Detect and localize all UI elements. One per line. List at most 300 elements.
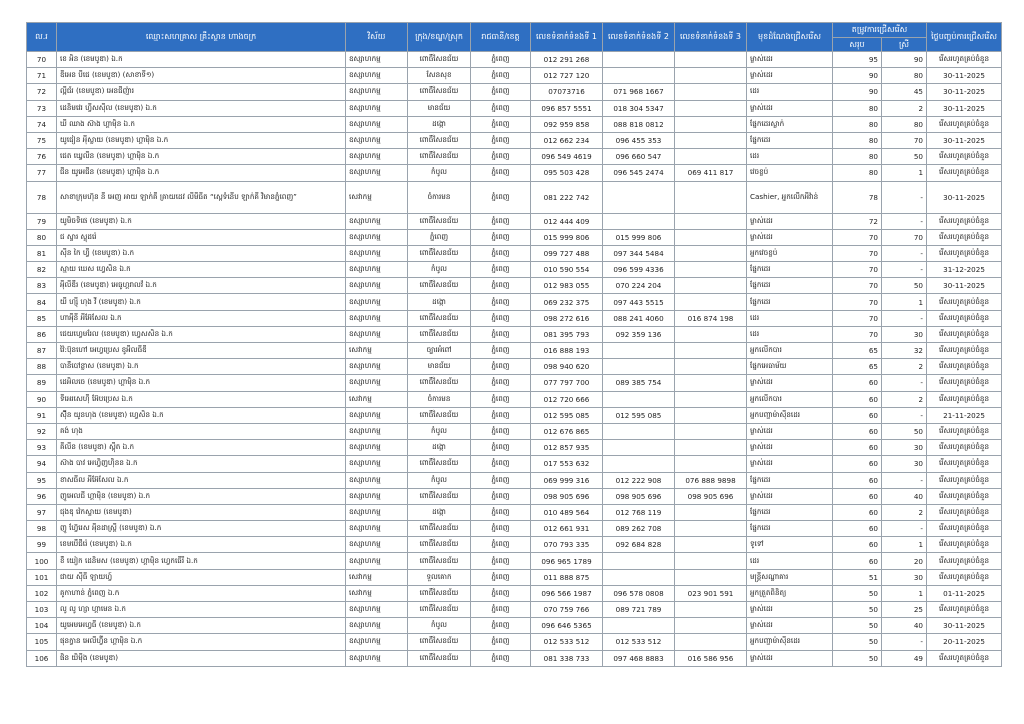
cell-sector: ឧស្សាហកម្ម	[346, 229, 408, 245]
cell-total: 50	[833, 602, 882, 618]
cell-phone1: 099 727 488	[531, 245, 603, 261]
table-row	[27, 553, 1002, 569]
cell-no: 96	[27, 488, 57, 504]
cell-phone2: 096 660 547	[603, 149, 675, 165]
table-row	[27, 391, 1002, 407]
cell-district: ពោធិ៍សែនជ័យ	[408, 456, 471, 472]
cell-no: 101	[27, 569, 57, 585]
cell-district: មានជ័យ	[408, 100, 471, 116]
cell-phone1: 017 553 632	[531, 456, 603, 472]
cell-province: ភ្នំពេញ	[471, 569, 531, 585]
cell-company: ជាយ ស៊ីធី ឡាយហ្វ៍	[57, 569, 346, 585]
cell-company: ល្អីជ័រ (ខេមបូឌា) អេនជីញ៉ារ	[57, 84, 346, 100]
cell-phone2: 088 818 0812	[603, 116, 675, 132]
cell-phone3: 098 905 696	[675, 488, 747, 504]
cell-deadline: រើសរហូតគ្រប់ចំនួន	[927, 521, 1002, 537]
table-row	[27, 149, 1002, 165]
cell-deadline: រើសរហូតគ្រប់ចំនួន	[927, 650, 1002, 666]
cell-province: ភ្នំពេញ	[471, 294, 531, 310]
cell-total: 70	[833, 310, 882, 326]
cell-company: ដេអិលចេ (ខេមបូឌា) ហ្គាម៉ិន ឯ.ក	[57, 375, 346, 391]
cell-female: -	[882, 634, 927, 650]
cell-position: ផ្នែកដេរ	[747, 262, 833, 278]
cell-position: អ្នកវេចខ្ចប់	[747, 245, 833, 261]
table-row	[27, 504, 1002, 520]
cell-district: ចំការមន	[408, 391, 471, 407]
table-row	[27, 165, 1002, 181]
cell-district: កំបូល	[408, 165, 471, 181]
cell-province: ភ្នំពេញ	[471, 602, 531, 618]
cell-phone3	[675, 149, 747, 165]
cell-female: 30	[882, 456, 927, 472]
cell-phone3	[675, 423, 747, 439]
cell-phone2: 097 468 8883	[603, 650, 675, 666]
cell-position: អ្នកបញ្ជាម៉ាស៊ីនដេរ	[747, 634, 833, 650]
cell-company: ខេ អិន (ខេមបូឌា) ឯ.ក	[57, 52, 346, 68]
cell-total: 70	[833, 262, 882, 278]
cell-phone1: 012 720 666	[531, 391, 603, 407]
cell-deadline: រើសរហូតគ្រប់ចំនួន	[927, 456, 1002, 472]
cell-no: 100	[27, 553, 57, 569]
cell-phone1: 012 595 085	[531, 407, 603, 423]
cell-phone3	[675, 229, 747, 245]
cell-district: ពោធិ៍សែនជ័យ	[408, 245, 471, 261]
cell-deadline: រើសរហូតគ្រប់ចំនួន	[927, 504, 1002, 520]
cell-company: ហាអុីនី អីអ៊ែសែល ឯ.ក	[57, 310, 346, 326]
cell-phone2: 012 222 908	[603, 472, 675, 488]
cell-phone3	[675, 326, 747, 342]
cell-no: 86	[27, 326, 57, 342]
cell-company: ស៊ីន កៃ ហ្វី (ខេមបូឌា) ឯ.ក	[57, 245, 346, 261]
cell-deadline: រើសរហូតគ្រប់ចំនួន	[927, 423, 1002, 439]
cell-company: ជ ស្ទារ ស្ទុដរ៉េ	[57, 229, 346, 245]
cell-phone1: 077 797 700	[531, 375, 603, 391]
cell-sector: ឧស្សាហកម្ម	[346, 504, 408, 520]
table-row	[27, 423, 1002, 439]
cell-phone3	[675, 84, 747, 100]
cell-sector: សេវាកម្ម	[346, 569, 408, 585]
cell-company: ស្មាយ ឃេស ហ្វេសិន ឯ.ក	[57, 262, 346, 278]
cell-no: 104	[27, 618, 57, 634]
cell-province: ភ្នំពេញ	[471, 100, 531, 116]
cell-province: ភ្នំពេញ	[471, 553, 531, 569]
cell-deadline: រើសរហូតគ្រប់ចំនួន	[927, 326, 1002, 342]
cell-position: ដេរ	[747, 84, 833, 100]
table-row	[27, 602, 1002, 618]
cell-female: 2	[882, 391, 927, 407]
cell-district: ដង្កោ	[408, 504, 471, 520]
cell-position: ផ្នែកដេរ	[747, 472, 833, 488]
cell-female: 80	[882, 116, 927, 132]
cell-district: ដង្កោ	[408, 116, 471, 132]
table-row	[27, 375, 1002, 391]
cell-district: ដង្កោ	[408, 440, 471, 456]
cell-phone2: 089 385 754	[603, 375, 675, 391]
cell-phone1: 081 338 733	[531, 650, 603, 666]
cell-phone2	[603, 553, 675, 569]
cell-position: ទូទៅ	[747, 537, 833, 553]
cell-district: ពោធិ៍សែនជ័យ	[408, 537, 471, 553]
cell-total: 50	[833, 650, 882, 666]
cell-female: 2	[882, 359, 927, 375]
cell-phone1: 012 676 865	[531, 423, 603, 439]
table-row	[27, 294, 1002, 310]
cell-sector: ឧស្សាហកម្ម	[346, 278, 408, 294]
cell-phone2: 092 359 136	[603, 326, 675, 342]
cell-total: 60	[833, 440, 882, 456]
cell-no: 105	[27, 634, 57, 650]
cell-sector: ឧស្សាហកម្ម	[346, 213, 408, 229]
cell-phone1: 069 999 316	[531, 472, 603, 488]
cell-company: សាខាក្រុមហ៊ុន នី អេញ អាយ ឡាក់គី គ្រាយដេវ លីមីធីត “ស្ពេទំនើប ឡាក់គី វិមានភ្នំពេញ”	[57, 181, 346, 213]
cell-phone2	[603, 52, 675, 68]
cell-phone3	[675, 553, 747, 569]
cell-province: ភ្នំពេញ	[471, 343, 531, 359]
cell-phone2: 097 344 5484	[603, 245, 675, 261]
cell-no: 75	[27, 132, 57, 148]
col-header-phone1: លេខទំនាក់ទំនងទី 1	[531, 23, 603, 52]
cell-female: 32	[882, 343, 927, 359]
cell-sector: សេវាកម្ម	[346, 585, 408, 601]
cell-district: ទួលគោក	[408, 569, 471, 585]
cell-phone2: 071 968 1667	[603, 84, 675, 100]
cell-deadline: រើសរហូតគ្រប់ចំនួន	[927, 375, 1002, 391]
cell-phone1: 011 888 875	[531, 569, 603, 585]
cell-female: 25	[882, 602, 927, 618]
cell-company: គីលីន (ខេមបូឌា) ស្ពុីត ឯ.ក	[57, 440, 346, 456]
cell-phone3	[675, 52, 747, 68]
cell-sector: ឧស្សាហកម្ម	[346, 100, 408, 116]
cell-district: ពោធិ៍សែនជ័យ	[408, 650, 471, 666]
cell-company: ជេត ឃ្វេលីន (ខេមបូឌា) ហ្គាម៉ិន ឯ.ក	[57, 149, 346, 165]
cell-phone1: 092 959 858	[531, 116, 603, 132]
cell-phone1: 096 965 1789	[531, 553, 603, 569]
cell-province: ភ្នំពេញ	[471, 181, 531, 213]
cell-province: ភ្នំពេញ	[471, 472, 531, 488]
cell-phone3	[675, 132, 747, 148]
cell-deadline: រើសរហូតគ្រប់ចំនួន	[927, 602, 1002, 618]
cell-position: វេចខ្ចប់	[747, 165, 833, 181]
cell-phone3	[675, 456, 747, 472]
cell-no: 79	[27, 213, 57, 229]
table-row	[27, 634, 1002, 650]
job-listing-page	[26, 22, 1001, 667]
cell-sector: ឧស្សាហកម្ម	[346, 294, 408, 310]
cell-province: ភ្នំពេញ	[471, 391, 531, 407]
cell-province: ភ្នំពេញ	[471, 440, 531, 456]
cell-female: 30	[882, 569, 927, 585]
table-row	[27, 537, 1002, 553]
cell-female: -	[882, 521, 927, 537]
cell-position: ម្ចាស់ដេរ	[747, 68, 833, 84]
cell-sector: ឧស្សាហកម្ម	[346, 488, 408, 504]
cell-phone1: 012 533 512	[531, 634, 603, 650]
cell-deadline: 01-11-2025	[927, 585, 1002, 601]
cell-company: យូជៀន អុីស្លាយ (ខេមបូឌា) ហ្គាម៉ិន ឯ.ក	[57, 132, 346, 148]
table-row	[27, 407, 1002, 423]
cell-female: 2	[882, 504, 927, 520]
table-row	[27, 359, 1002, 375]
cell-district: កំបូល	[408, 472, 471, 488]
cell-no: 90	[27, 391, 57, 407]
cell-company: បានឺបៅន្លាស (ខេមបូឌា) ឯ.ក	[57, 359, 346, 375]
cell-phone2	[603, 391, 675, 407]
cell-deadline: រើសរហូតគ្រប់ចំនួន	[927, 553, 1002, 569]
cell-phone3	[675, 537, 747, 553]
cell-district: ពោធិ៍សែនជ័យ	[408, 326, 471, 342]
cell-phone3	[675, 245, 747, 261]
cell-sector: ឧស្សាហកម្ម	[346, 116, 408, 132]
cell-phone1: 07073716	[531, 84, 603, 100]
cell-phone2: 012 533 512	[603, 634, 675, 650]
cell-no: 102	[27, 585, 57, 601]
table-row	[27, 650, 1002, 666]
cell-no: 95	[27, 472, 57, 488]
cell-deadline: 21-11-2025	[927, 407, 1002, 423]
cell-total: 60	[833, 553, 882, 569]
cell-female: 2	[882, 100, 927, 116]
cell-phone3	[675, 262, 747, 278]
cell-company: ជេយហ្វេមរែល (ខេមបូឌា) ហ្វេសសិន ឯ.ក	[57, 326, 346, 342]
cell-phone1: 012 444 409	[531, 213, 603, 229]
cell-company: អុីលីឌឺរ (ខេមបូឌា) អេធូហ្គរាលវ័ ឯ.ក	[57, 278, 346, 294]
cell-position: អ្នកត្រួតពិនិត្យ	[747, 585, 833, 601]
cell-province: ភ្នំពេញ	[471, 52, 531, 68]
cell-deadline: 30-11-2025	[927, 278, 1002, 294]
cell-phone3	[675, 440, 747, 456]
cell-female: 70	[882, 132, 927, 148]
cell-company: ផិន យិមុីង (ខេមបូឌា)	[57, 650, 346, 666]
table-row	[27, 245, 1002, 261]
cell-sector: ឧស្សាហកម្ម	[346, 440, 408, 456]
cell-company: ខឺ យៀក ដេនិមស (ខេមបូឌា) ហ្គាម៉ិន ហ្វេកធើរី ឯ.ក	[57, 553, 346, 569]
cell-company: ញូអេលជី ហ្គាម៉ិន (ខេមបូឌា) ឯ.ក	[57, 488, 346, 504]
col-header-total: សរុប	[833, 38, 882, 52]
cell-province: ភ្នំពេញ	[471, 278, 531, 294]
cell-total: 60	[833, 423, 882, 439]
cell-deadline: រើសរហូតគ្រប់ចំនួន	[927, 149, 1002, 165]
cell-phone3	[675, 213, 747, 229]
cell-total: 60	[833, 521, 882, 537]
cell-phone2: 092 684 828	[603, 537, 675, 553]
cell-total: 51	[833, 569, 882, 585]
cell-company: ឌីអេន បីជេ (ខេមបូឌា) (សាខាទី១)	[57, 68, 346, 84]
cell-province: ភ្នំពេញ	[471, 375, 531, 391]
cell-phone3	[675, 569, 747, 585]
cell-company: ខាសធីល អីអ៊ែសែល ឯ.ក	[57, 472, 346, 488]
cell-province: ភ្នំពេញ	[471, 359, 531, 375]
cell-sector: ឧស្សាហកម្ម	[346, 52, 408, 68]
cell-total: 90	[833, 68, 882, 84]
table-row	[27, 585, 1002, 601]
cell-deadline: 30-11-2025	[927, 84, 1002, 100]
table-row	[27, 310, 1002, 326]
table-row	[27, 488, 1002, 504]
cell-district: កំបូល	[408, 262, 471, 278]
cell-phone1: 096 857 5551	[531, 100, 603, 116]
table-row	[27, 132, 1002, 148]
cell-phone3	[675, 504, 747, 520]
cell-position: ម្ចាស់ដេរ	[747, 456, 833, 472]
cell-total: 78	[833, 181, 882, 213]
cell-province: ភ្នំពេញ	[471, 423, 531, 439]
cell-deadline: 30-11-2025	[927, 132, 1002, 148]
cell-sector: សេវាកម្ម	[346, 343, 408, 359]
cell-total: 70	[833, 245, 882, 261]
cell-phone1: 069 232 375	[531, 294, 603, 310]
cell-position: ផ្នែកដេរ	[747, 521, 833, 537]
cell-district: ពោធិ៍សែនជ័យ	[408, 84, 471, 100]
cell-no: 74	[27, 116, 57, 132]
cell-district: ពោធិ៍សែនជ័យ	[408, 375, 471, 391]
cell-phone1: 095 503 428	[531, 165, 603, 181]
cell-deadline: រើសរហូតគ្រប់ចំនួន	[927, 294, 1002, 310]
cell-sector: ឧស្សាហកម្ម	[346, 407, 408, 423]
cell-sector: ឧស្សាហកម្ម	[346, 521, 408, 537]
cell-phone2	[603, 359, 675, 375]
table-row	[27, 52, 1002, 68]
cell-phone2	[603, 181, 675, 213]
cell-phone2: 070 224 204	[603, 278, 675, 294]
cell-phone3: 016 586 956	[675, 650, 747, 666]
table-row	[27, 213, 1002, 229]
cell-phone1: 016 888 193	[531, 343, 603, 359]
table-row	[27, 100, 1002, 116]
cell-phone1: 012 727 120	[531, 68, 603, 84]
cell-total: 60	[833, 504, 882, 520]
cell-position: មន្ត្រីសណ្ឋាគារ	[747, 569, 833, 585]
cell-district: ពោធិ៍សែនជ័យ	[408, 488, 471, 504]
cell-female: -	[882, 472, 927, 488]
cell-company: គង់ ហុង	[57, 423, 346, 439]
cell-deadline: រើសរហូតគ្រប់ចំនួន	[927, 165, 1002, 181]
cell-sector: ឧស្សាហកម្ម	[346, 602, 408, 618]
cell-phone2	[603, 569, 675, 585]
cell-phone3: 069 411 817	[675, 165, 747, 181]
cell-female: 1	[882, 165, 927, 181]
cell-company: ជីន យូអេជីន (ខេមបូឌា) ហ្គាម៉ិន ឯ.ក	[57, 165, 346, 181]
cell-sector: ឧស្សាហកម្ម	[346, 245, 408, 261]
cell-province: ភ្នំពេញ	[471, 585, 531, 601]
cell-company: យូមិចទិផេ (ខេមបូឌា) ឯ.ក	[57, 213, 346, 229]
cell-no: 84	[27, 294, 57, 310]
job-openings-table	[26, 22, 1002, 667]
cell-position: ម្ចាស់ដេរ	[747, 213, 833, 229]
cell-phone1: 098 905 696	[531, 488, 603, 504]
cell-phone3	[675, 343, 747, 359]
cell-district: ចំការមន	[408, 181, 471, 213]
col-header-no: ល.រ	[27, 23, 57, 52]
cell-female: 1	[882, 294, 927, 310]
cell-no: 89	[27, 375, 57, 391]
cell-position: ម្ចាស់ដេរ	[747, 602, 833, 618]
cell-district: ពោធិ៍សែនជ័យ	[408, 278, 471, 294]
cell-no: 81	[27, 245, 57, 261]
cell-female: -	[882, 213, 927, 229]
cell-sector: ឧស្សាហកម្ម	[346, 650, 408, 666]
cell-sector: ឧស្សាហកម្ម	[346, 618, 408, 634]
cell-phone3	[675, 116, 747, 132]
cell-province: ភ្នំពេញ	[471, 213, 531, 229]
cell-total: 80	[833, 165, 882, 181]
cell-phone3	[675, 68, 747, 84]
cell-company: ឃី ឈាង ស៊ាង ហ្គាម៉ិន ឯ.ក	[57, 116, 346, 132]
cell-no: 98	[27, 521, 57, 537]
cell-district: ពោធិ៍សែនជ័យ	[408, 52, 471, 68]
cell-province: ភ្នំពេញ	[471, 488, 531, 504]
cell-phone3: 016 874 198	[675, 310, 747, 326]
cell-total: 70	[833, 278, 882, 294]
cell-deadline: 30-11-2025	[927, 181, 1002, 213]
cell-deadline: រើសរហូតគ្រប់ចំនួន	[927, 359, 1002, 375]
cell-female: -	[882, 262, 927, 278]
cell-no: 76	[27, 149, 57, 165]
cell-phone1: 012 662 234	[531, 132, 603, 148]
cell-phone1: 070 793 335	[531, 537, 603, 553]
cell-no: 73	[27, 100, 57, 116]
cell-district: មានជ័យ	[408, 359, 471, 375]
col-header-province: រាជធានី/ខេត្ត	[471, 23, 531, 52]
cell-total: 50	[833, 585, 882, 601]
cell-position: ម្ចាស់ដេរ	[747, 440, 833, 456]
cell-district: ពោធិ៍សែនជ័យ	[408, 602, 471, 618]
cell-total: 65	[833, 359, 882, 375]
cell-female: 45	[882, 84, 927, 100]
table-row	[27, 229, 1002, 245]
cell-total: 80	[833, 132, 882, 148]
table-row	[27, 521, 1002, 537]
cell-deadline: 20-11-2025	[927, 634, 1002, 650]
cell-phone2	[603, 213, 675, 229]
cell-position: Cashier, អ្នកលើកអីវ៉ាន់	[747, 181, 833, 213]
cell-total: 60	[833, 537, 882, 553]
cell-total: 60	[833, 472, 882, 488]
table-row	[27, 343, 1002, 359]
cell-province: ភ្នំពេញ	[471, 650, 531, 666]
cell-sector: ឧស្សាហកម្ម	[346, 537, 408, 553]
cell-female: -	[882, 181, 927, 213]
cell-female: -	[882, 245, 927, 261]
cell-deadline: រើសរហូតគ្រប់ចំនួន	[927, 537, 1002, 553]
col-header-phone3: លេខទំនាក់ទំនងទី 3	[675, 23, 747, 52]
cell-company: វ៉ៃ:ប៊ុនហៅ អេហ្វប្រេស ខូអីលធីឌី	[57, 343, 346, 359]
col-header-deadline: ថ្ងៃបញ្ចប់ការជ្រើសរើស	[927, 23, 1002, 52]
cell-deadline: រើសរហូតគ្រប់ចំនួន	[927, 440, 1002, 456]
cell-no: 93	[27, 440, 57, 456]
cell-deadline: រើសរហូតគ្រប់ចំនួន	[927, 310, 1002, 326]
cell-total: 60	[833, 488, 882, 504]
cell-position: ផ្នែកដេរស្លាក់	[747, 116, 833, 132]
cell-no: 103	[27, 602, 57, 618]
cell-deadline: រើសរហូតគ្រប់ចំនួន	[927, 245, 1002, 261]
cell-no: 85	[27, 310, 57, 326]
col-header-district: ក្រុង/ខណ្ឌ/ស្រុក	[408, 23, 471, 52]
table-row	[27, 278, 1002, 294]
cell-district: ពោធិ៍សែនជ័យ	[408, 585, 471, 601]
table-row	[27, 326, 1002, 342]
cell-deadline: រើសរហូតគ្រប់ចំនួន	[927, 229, 1002, 245]
cell-total: 65	[833, 343, 882, 359]
cell-phone1: 010 590 554	[531, 262, 603, 278]
cell-deadline: រើសរហូតគ្រប់ចំនួន	[927, 116, 1002, 132]
cell-district: ដង្កោ	[408, 294, 471, 310]
table-row	[27, 181, 1002, 213]
cell-province: ភ្នំពេញ	[471, 504, 531, 520]
cell-phone1: 012 291 268	[531, 52, 603, 68]
cell-total: 80	[833, 116, 882, 132]
cell-phone2: 089 262 708	[603, 521, 675, 537]
cell-phone1: 015 999 806	[531, 229, 603, 245]
